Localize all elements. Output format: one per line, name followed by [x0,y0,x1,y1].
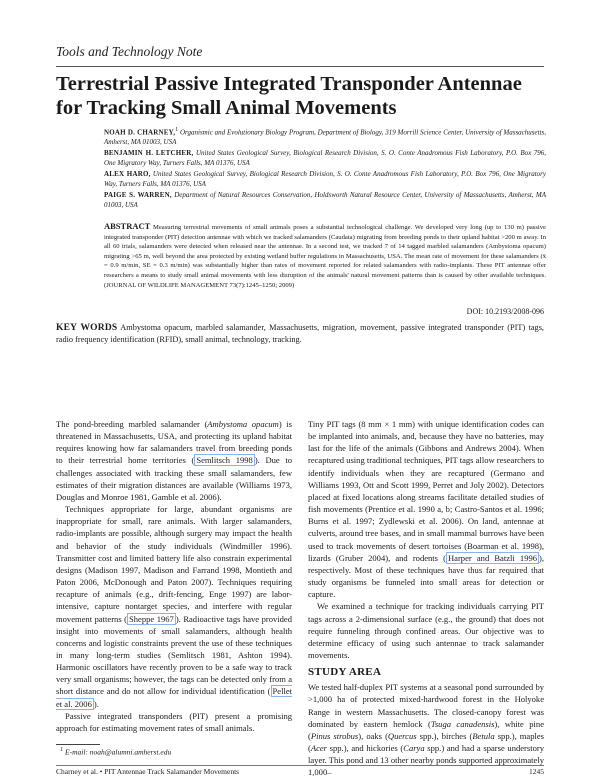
section-heading-study-area: STUDY AREA [308,666,382,679]
body-column-left [56,418,292,734]
page-number: 1245 [529,767,544,776]
doi: DOI: 10.2193/2008-096 [466,307,544,316]
text-run: We tested half-duplex PIT systems at a seasonal pond surrounded by >1,000 ha of protected mixed-hardwood forest in the Holyoke Range in western Massachusetts. The closed-canopy forest was dominated by eastern hemlock ( [308,682,544,729]
text-run: ). Radioactive tags have provided insight into movements of small salamanders, although health concerns and logistic constraints prevent the use of these techniques in many long-term studies (Semlitsch 1981, Ashton 1994). Harmonic oscillators have recently proven to be a safe way to track very small organisms; however, the tags can be detected only from a short distance and do not allow for individual identification ( [56,613,292,697]
species-name: Betula [472,730,495,741]
author-name: ALEX HARO, [104,170,151,179]
text-run: Tiny PIT tags (8 mm × 1 mm) with unique identification codes can be implanted into animals, and, because they have no batteries, may last for the life of the animals (Gibbons and Andrews 2004). When recaptured using traditional techniques, PIT tags allow researchers to identify individuals when they are recaptured (Germano and Williams 1993, Ott and Scott 1999, Perret and Joly 2002). Detectors placed at fixed locations along streams facilitate detailed studies of fish movements (Prentice et al. 1990 a, b; Castro-Santos et al. 1996; Burns et al. 1997; Zydlewski et al. 2006). On land, antennae at culverts, around tree bases, and in small mammal burrows have been used to track movements of desert tortoises (Boarman et al. 1998), lizards (Gruber 2004), and rodents ( [308,419,544,563]
author-entry [104,191,546,210]
title-rule [56,66,544,67]
author-list [104,126,546,212]
abstract-text: Measuring terrestrial movements of small animals poses a substantial technological challenge. We developed very long (up to 130 m) passive integrated transponder (PIT) detection antennae with which we tracked salamanders (Caudata) migrating from breeding ponds to their upland habitat >200 m away. In all 60 trials, salamanders were detected when released near the antennae. In a second test, we tracked 7 of 14 tagged marbled salamanders (Ambystoma opacum) migrating >65 m, well beyond the area protected by existing wetland buffer regulations in Massachusetts, USA. The mean rate of movement for these salamanders (x̄ = 0.9 m/min, SE = 0.3 m/min) was substantially higher than rates of movement reported for related salamanders with radio-implants. These PIT antennae offer researchers a means to study small animal movements with less disruption of the animals' natural movement patterns than is caused by other available techniques. (JOURNAL OF WILDLIFE MANAGEMENT 73(7):1245–1250; 2009) [104,224,546,289]
author-entry [104,126,546,147]
footer-rule [56,765,544,766]
species-name: Quercus [387,730,417,741]
author-affiliation: Department of Natural Resources Conservation, Holdsworth Natural Resource Center, University of Massachusetts, Amherst, MA 01003, USA [104,191,546,209]
keywords [56,322,544,346]
footnote-mark: 1 [60,746,64,753]
citation-link[interactable]: Pellet et al. 2006 [56,686,292,709]
author-affiliation: Organismic and Evolutionary Biology Program, Department of Biology, 319 Morrill Science Center, University of Massachusetts, Amherst, MA 01003, USA [104,128,546,146]
section-label: Tools and Technology Note [56,44,203,59]
text-run: The pond-breeding marbled salamander ( [56,419,208,429]
text-run: spp.), birches ( [416,730,473,741]
text-run: spp.), and hickories ( [327,743,404,754]
text-run: ), respectively. Most of these techniques have thus far required that study organisms be funneled into small areas for detection or capture. [308,552,544,600]
citation-link[interactable]: Sheppe 1967 [129,613,174,624]
footnote-text: E-mail: noah@alumni.amherst.edu [65,747,172,757]
text-run: spp.) and had a sparse understory layer. This pond and 13 other nearby ponds supported approximately 1,000– [308,743,544,778]
keywords-text: Ambystoma opacum, marbled salamander, Massachusetts, migration, movement, passive integrated transponder (PIT) tags, radio frequency identification (RFID), small animal, technology, tracking. [56,323,545,344]
text-run: Techniques appropriate for large, abundant organisms are inappropriate for small, rare animals. With larger salamanders, radio-implants are possible, although surgery may impact the health and behavior of the study individuals (Windmiller 1996). Transmitter cost and limited battery life also constrain experimental designs (Madison 1997, Madison and Farrand 1998, Montieth and Paton 2006, McDonough and Paton 2007). Techniques requiring recapture of animals (e.g., drift-fencing, Enge 1997) are labor-intensive, capture nontarget species, and interfere with regular movement patterns ( [56,504,292,624]
paragraph [56,418,292,503]
paragraph [308,418,544,600]
citation-link[interactable]: Harper and Batzli 1996 [448,552,538,563]
author-entry [104,170,546,189]
text-run: ), white pine ( [308,718,544,741]
species-name: Pinus strobus [310,730,359,741]
abstract-heading: ABSTRACT [104,221,151,231]
species-name: Carya [403,743,425,754]
author-entry [104,149,546,168]
text-run: ), oaks ( [358,730,388,741]
paragraph [56,503,292,710]
author-affiliation: United States Geological Survey, Biological Research Division, S. O. Conte Anadromous Fish Laboratory, P.O. Box 796, One Migratory Way, Turners Falls, MA 01376, USA [104,149,547,167]
body-column-right [308,418,544,779]
running-footer: Charney et al. • PIT Antennae Track Salamander Movements [56,767,240,776]
paragraph: We examined a technique for tracking individuals carrying PIT tags across a 2-dimensional surface (e.g., the ground) that does not require funneling through confined areas. Our objective was to determine efficacy of using such antennae to track salamander movements. [308,601,544,660]
author-footnote-mark: 1 [175,127,179,133]
author-name: NOAH D. CHARNEY, [104,128,176,137]
species-name: Tsuga canadensis [430,718,495,729]
text-run: ) is threatened in Massachusetts, USA, and protecting its upland habitat requires knowing how far salamanders travel from breeding ponds to their terrestrial home territories ( [56,419,292,466]
author-name: BENJAMIN H. LETCHER, [104,149,194,158]
keywords-heading: KEY WORDS [56,323,118,333]
citation-link[interactable]: Semlitsch 1998 [196,455,253,466]
species-name: Ambystoma opacum [207,419,279,429]
text-run: spp.), maples ( [308,730,544,754]
author-name: PAIGE S. WARREN, [104,191,172,200]
footnote-rule [56,744,100,745]
article-title: Terrestrial Passive Integrated Transponder Antennae for Tracking Small Animal Movements [56,73,522,119]
abstract [104,222,546,290]
paragraph: Passive integrated transponders (PIT) present a promising approach for estimating movement rates of small animals. [56,710,292,733]
text-run: ). Due to challenges associated with tracking these small salamanders, few estimates of their migration distances are available (Williams 1973, Douglas and Monroe 1981, Gamble et al. 2006). [56,455,292,502]
footnote [60,746,171,757]
author-affiliation: United States Geological Survey, Biological Research Division, S. O. Conte Anadromous Fish Laboratory, P.O. Box 796, One Migratory Way, Turners Falls, MA 01376, USA [104,170,547,188]
species-name: Acer [310,743,327,754]
paragraph [308,681,544,778]
text-run: ). [93,698,99,709]
